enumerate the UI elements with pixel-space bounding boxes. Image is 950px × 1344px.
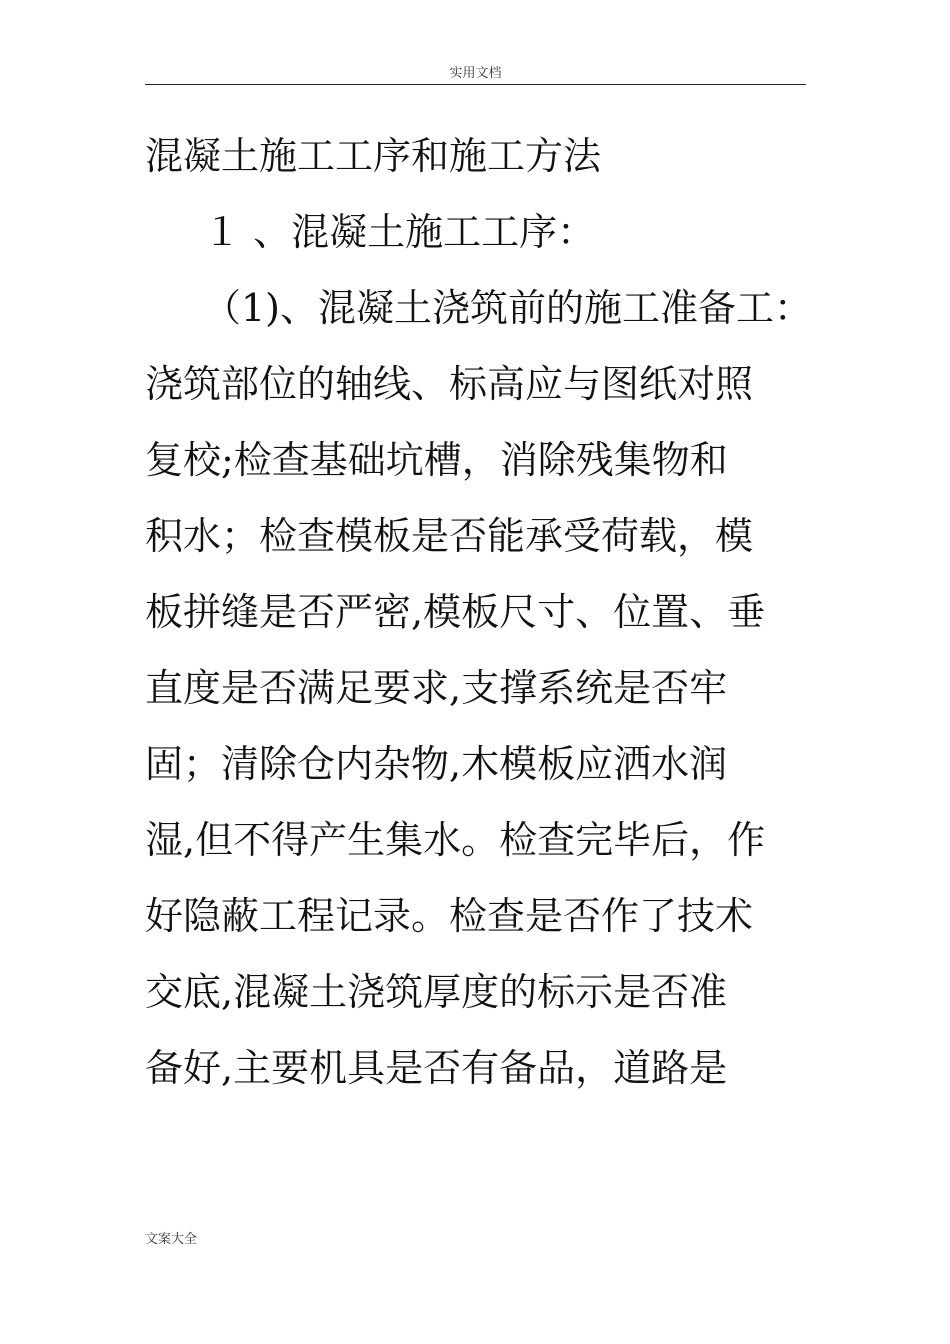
subsection-heading: （1)、混凝土浇筑前的施工准备工： [203, 286, 813, 330]
paragraph-line: 积水；检查模板是否能承受荷载，模 [145, 514, 754, 558]
page-header [145, 62, 806, 85]
paragraph-line: 固；清除仓内杂物,木模板应洒水润 [145, 742, 728, 786]
paragraph-line: 备好,主要机具是否有备品，道路是 [145, 1046, 728, 1090]
paragraph-line: 交底,混凝土浇筑厚度的标示是否准 [145, 970, 728, 1014]
paragraph-line: 湿,但不得产生集水。检查完毕后，作 [145, 818, 766, 862]
document-title: 混凝土施工工序和施工方法 [145, 134, 602, 178]
section-heading: １ 、混凝土施工工序： [203, 210, 596, 254]
paragraph-line: 复校;检查基础坑槽，消除残集物和 [145, 438, 728, 482]
document-body [145, 128, 813, 1116]
page-footer: 文案大全 [145, 1232, 198, 1247]
header-text: 实用文档 [449, 66, 502, 81]
paragraph-line: 板拼缝是否严密,模板尺寸、位置、垂 [145, 590, 766, 634]
paragraph-line: 直度是否满足要求,支撑系统是否牢 [145, 666, 728, 710]
paragraph-line: 浇筑部位的轴线、标高应与图纸对照 [145, 362, 754, 406]
paragraph-line: 好隐蔽工程记录。检查是否作了技术 [145, 894, 754, 938]
